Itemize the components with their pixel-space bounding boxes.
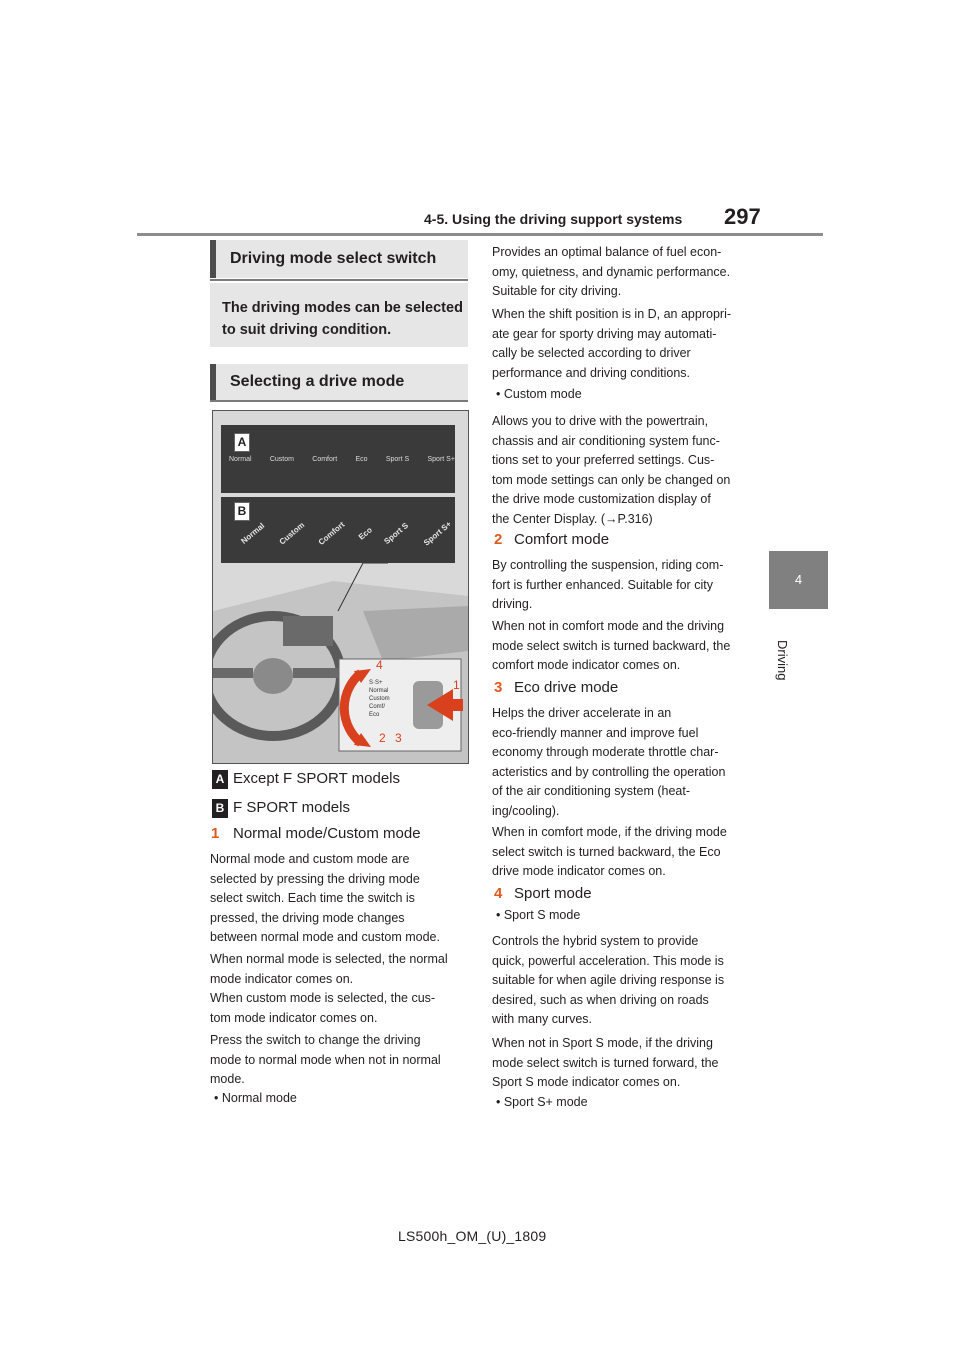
mode-comfort: Comfort bbox=[312, 456, 338, 463]
footer-code: LS500h_OM_(U)_1809 bbox=[398, 1228, 547, 1244]
item-1-paragraph-1: Normal mode and custom mode are selected by pressing the driving mode select switch. Each time the switch is pressed, the driving mode changes between normal mode and custom mode. bbox=[210, 852, 440, 944]
bullet-custom-mode: • Custom mode bbox=[496, 387, 582, 401]
item-2-title: Comfort mode bbox=[514, 531, 610, 548]
intro-box bbox=[210, 283, 468, 347]
item-2-number: 2 bbox=[494, 531, 503, 548]
intro-line-1: The driving modes can be selected bbox=[222, 300, 463, 316]
item-3-title: Eco drive mode bbox=[514, 679, 619, 696]
right-paragraph-4: By controlling the suspension, riding com- fort is further enhanced. Suitable for city driving. bbox=[492, 558, 724, 611]
box-title: Driving mode select switch bbox=[230, 250, 437, 267]
item-3-number: 3 bbox=[494, 679, 503, 696]
mode-normal: Normal bbox=[239, 521, 267, 546]
switch-label-comf: Comf/ bbox=[369, 704, 386, 710]
item-1-paragraph-3: Press the switch to change the driving mode to normal mode when not in normal mode. bbox=[210, 1033, 441, 1086]
mode-custom: Custom bbox=[269, 456, 294, 463]
item-1-paragraph-2: When normal mode is selected, the normal mode indicator comes on. When custom mode is selected, the cus- tom mode indicator comes on. bbox=[210, 952, 448, 1025]
switch-label-normal: Normal bbox=[369, 688, 389, 694]
box-heading-selecting bbox=[210, 364, 468, 400]
chapter-label: Driving bbox=[775, 640, 790, 681]
right-paragraph-3: Allows you to drive with the powertrain, chassis and air conditioning system func- tions set to your preferred settings. Cus- tom mode settings can only be changed on the drive mode customization display of the Center Display. (→P.316) bbox=[492, 414, 731, 526]
divider bbox=[210, 279, 468, 281]
box-heading-driving-mode bbox=[210, 240, 468, 278]
right-paragraph-9: When not in Sport S mode, if the driving mode select switch is turned forward, the Sport S mode indicator comes on. bbox=[492, 1036, 719, 1089]
header-rule bbox=[137, 233, 823, 236]
legend-b-box: B bbox=[212, 799, 228, 818]
mode-normal: Normal bbox=[229, 456, 252, 463]
section-title: 4-5. Using the driving support systems bbox=[424, 211, 683, 227]
right-paragraph-2: When the shift position is in D, an appropri- ate gear for sporty driving may automati- cally be selected according to driver performance and driving conditions. bbox=[492, 307, 732, 380]
mode-sports: Sport S bbox=[385, 456, 410, 463]
divider bbox=[210, 400, 468, 402]
legend-a-text: Except F SPORT models bbox=[233, 770, 401, 787]
chapter-tab[interactable]: 4 bbox=[769, 551, 828, 609]
page-number: 297 bbox=[724, 204, 761, 229]
box2-title: Selecting a drive mode bbox=[230, 373, 405, 390]
item-4-number: 4 bbox=[494, 885, 503, 902]
panel-b-modes bbox=[239, 519, 454, 548]
mode-sports: Sport S bbox=[382, 520, 411, 547]
bullet-sport-s-mode: • Sport S mode bbox=[496, 908, 581, 922]
legend-a-box: A bbox=[212, 770, 228, 789]
drive-mode-figure bbox=[212, 410, 469, 764]
right-paragraph-5: When not in comfort mode and the driving mode select switch is turned backward, the comfort mode indicator comes on. bbox=[492, 619, 731, 672]
bullet-sport-splus-mode: • Sport S+ mode bbox=[496, 1095, 588, 1109]
panel-b-label: B bbox=[234, 502, 250, 521]
switch-label-s: S·S+ bbox=[369, 680, 383, 686]
callout-4: 4 bbox=[376, 658, 383, 672]
callout-2: 2 bbox=[379, 731, 386, 745]
right-paragraph-1: Provides an optimal balance of fuel econ- omy, quietness, and dynamic performance. Suitable for city driving. bbox=[492, 245, 731, 298]
switch-label-eco: Eco bbox=[369, 712, 380, 718]
right-paragraph-6: Helps the driver accelerate in an eco-friendly manner and improve fuel economy through moderate throttle char- acteristics and by controlling the operation of the air conditioning system (heat- ing/cooling). bbox=[492, 706, 726, 818]
callout-3: 3 bbox=[395, 731, 402, 745]
mode-sportsplus: Sport S+ bbox=[421, 519, 453, 548]
mode-sportsplus: Sport S+ bbox=[427, 456, 455, 463]
item-4-title: Sport mode bbox=[514, 885, 592, 902]
item-1-title: Normal mode/Custom mode bbox=[233, 825, 421, 842]
callout-1: 1 bbox=[453, 678, 460, 692]
mode-eco: Eco bbox=[356, 525, 374, 542]
mode-comfort: Comfort bbox=[317, 520, 347, 547]
item-1-number: 1 bbox=[211, 825, 220, 842]
right-paragraph-8: Controls the hybrid system to provide quick, powerful acceleration. This mode is suitable for when agile driving response is desired, such as when driving on roads with many curves. bbox=[492, 934, 725, 1026]
panel-a-label: A bbox=[234, 433, 250, 452]
panel-a-modes bbox=[229, 456, 455, 463]
switch-labels bbox=[369, 679, 390, 719]
intro-line-2: to suit driving condition. bbox=[222, 322, 392, 338]
bullet-normal-mode: • Normal mode bbox=[214, 1091, 297, 1105]
switch-label-custom: Custom bbox=[369, 696, 390, 702]
figure-illustration bbox=[213, 411, 468, 763]
mode-eco: Eco bbox=[355, 456, 368, 463]
right-paragraph-7: When in comfort mode, if the driving mode select switch is turned backward, the Eco drive mode indicator comes on. bbox=[492, 825, 727, 878]
mode-custom: Custom bbox=[277, 520, 306, 547]
legend-b-text: F SPORT models bbox=[233, 799, 350, 816]
